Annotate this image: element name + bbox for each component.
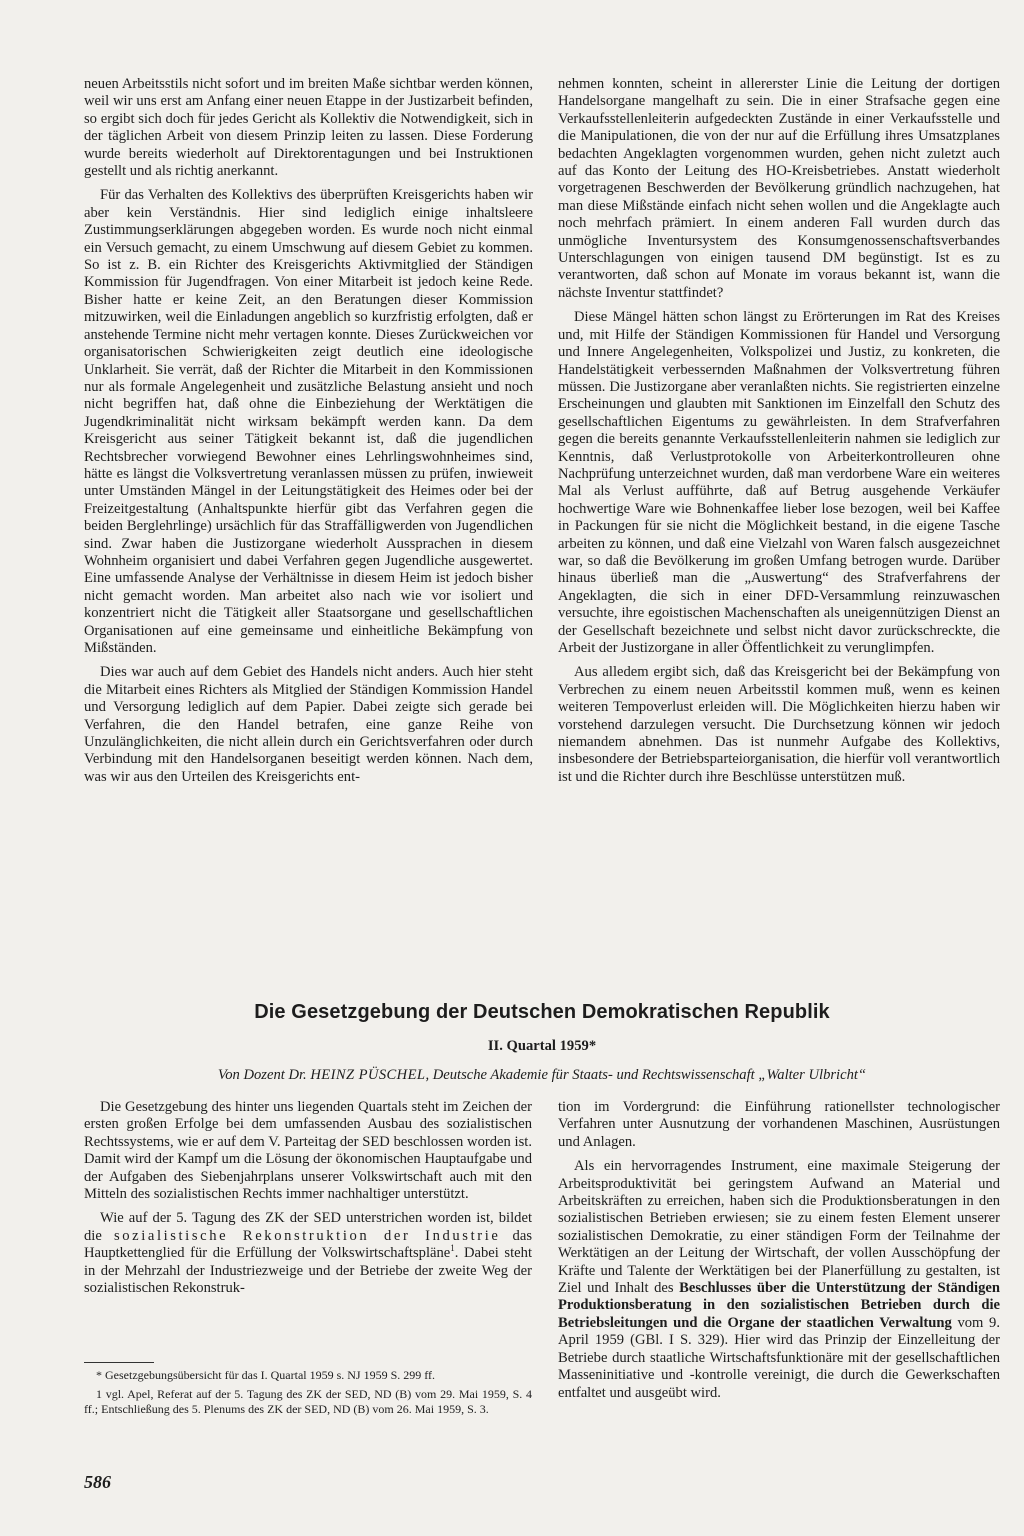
paragraph: neuen Arbeitsstils nicht sofort und im breiten Maße sichtbar werden können, weil wir uns erst am Anfang einer neuen Etappe in der Justizarbeit befinden, so ergibt sich doch für jedes Gericht als Kollektiv die Notwendigkeit, sich in der täglichen Arbeit von diesem Prinzip leiten zu lassen. Diese Forderung wurde bereits wiederholt auf Direktorentagungen und bei Instruktionen gestellt und als richtig anerkannt. [84,76,533,180]
top-left-column [84,76,533,793]
bold-resolution-title: Beschlusses über die Unterstützung der Ständigen Produktionsberatung in den sozialistischen Betrieben durch die Betriebsleitungen und die Organe der staatlichen Verwaltung [558,1280,1000,1331]
paragraph: Aus alledem ergibt sich, daß das Kreisgericht bei der Bekämpfung von Verbrechen zu einem neuen Arbeitsstil kommen muß, wenn es keinen weiteren Tempoverlust erleiden will. Die Möglichkeiten hierzu haben wir vorstehend darzulegen versucht. Die Durchsetzung können wir jedoch niemandem abnehmen. Das ist nunmehr Aufgabe des Kollektivs, insbesondere der Betriebsparteiorganisation, die hierfür voll verantwortlich ist und die Richter durch ihre Beschlüsse unterstützen muß. [558,664,1000,785]
text-run: das Hauptkettenglied für die Erfüllung der Volkswirtschaftspläne [84,1227,532,1262]
text-run: vom 9. April 1959 (GBl. I S. 329). Hier wird das Prinzip der Einzelleitung der Betriebe durch staatliche Wirtschaftsfunktionäre mit der gesellschaftlichen Masseninitiative und -kontrolle vereinigt, die durch die Gewerkschaften entfaltet und ausgeübt wird. [558,1314,1000,1401]
top-right-column [558,76,1000,793]
author-name: HEINZ PÜSCHEL [310,1067,426,1083]
footnote-ref: 1 [450,1243,455,1254]
footnote: * Gesetzgebungsübersicht für das I. Quartal 1959 s. NJ 1959 S. 299 ff. [96,1368,436,1382]
byline-prefix: Von Dozent Dr. [217,1067,311,1083]
page-number: 586 [84,1472,111,1492]
footnote-divider [84,1362,154,1363]
paragraph: nehmen konnten, scheint in allererster Linie die Leitung der dortigen Handelsorgane mangelhaft zu sein. Die in einer Strafsache gegen eine Verkaufsstellenleiterin aufgedeckten Zustände in einer Verkaufsstelle und die Manipulationen, die von der nur auf die Erfüllung ihres Umsatzplanes bedachten Angeklagten vorgenommen wurden, gehen nicht zuletzt auch auf das Konto der Leitung des HO-Kreisbetriebes. Anstatt wiederholt vorgetragenen Beschwerden der Bevölkerung gründlich nachzugehen, hat man diese Mißstände einfach nicht sehen wollen und die Angeklagte auch noch mehrfach prämiert. In einem anderen Fall wurden durch das unmögliche Inventursystem des Konsumgenossenschaftsverbandes Unterschlagungen von einigen tausend DM begünstigt. Ist es zu verantworten, daß schon auf Monate im voraus bekannt ist, wann die nächste Inventur stattfindet? [558,76,1000,301]
paragraph: Für das Verhalten des Kollektivs des überprüften Kreisgerichts haben wir aber kein Verständnis. Hier sind lediglich einige inhaltsleere Zustimmungserklärungen abgegeben worden. Es wurde noch nicht einmal ein Versuch gemacht, zu einem Umschwung auf diesem Gebiet zu kommen. So ist z. B. ein Richter des Kreisgerichts Aktivmitglied der Ständigen Kommission für Jugendfragen. Von einer Mitarbeit ist jedoch keine Rede. Bisher hatte er keine Zeit, an den Beratungen dieser Kommission mitzuwirken, weil die Einladungen angeblich so kurzfristig erfolgten, daß er anstehende Termine nicht mehr vertagen konnte. Dieses Zurückweichen vor organisatorischen Schwierigkeiten zeigt deutlich eine ideologische Unklarheit. Sie verrät, daß der Richter die Mitarbeit in den Kommissionen nur als formale Angelegenheit und zusätzliche Belastung ansieht und noch nicht begriffen hat, daß ohne die Einbeziehung der Werktätigen die Jugendkriminalität nicht wirksam bekämpft werden kann. Da dem Kreisgericht aus seiner Tätigkeit bekannt ist, daß die jugendlichen Rechtsbrecher vorwiegend Bewohner eines Lehrlingswohnheimes sind, hätte es längst die Volksvertretung veranlassen müssen zu prüfen, inwieweit unter Umständen Mängel in der Leitungstätigkeit des Heimes oder bei der Freizeitgestaltung (Anhaltspunkte hierfür gibt das Verfahren gegen die beiden Berglehrlinge) ursächlich für das Straffälligwerden von Jugendlichen sind. Zwar haben die Justizorgane wiederholt Aussprachen in diesem Wohnheim organisiert und dabei Verfahren gegen Jugendliche ausgewertet. Eine umfassende Analyse der Verhältnisse in diesem Heim ist jedoch bisher nicht gemacht worden. Man arbeitet also nach wie vor isoliert und konzentriert nicht die Tätigkeit aller Staatsorgane und gesellschaftlichen Organisationen auf eine gemeinsame und einheitliche Bekämpfung von Mißständen. [84,187,533,656]
text-run: Als ein hervorragendes Instrument, eine maximale Steigerung der Arbeitsproduktivität bei geringstem Aufwand an Material und Arbeitskräften zu erreichen, haben sich die Produktionsberatungen in den sozialistischen Betrieben erwiesen; sie zu einem festen Element unserer sozialistischen Demokratie, zu einer ständigen Form der Teilnahme der Werktätigen an der Leitung der Wirtschaft, der vollen Ausschöpfung der Kräfte und Talente der Werktätigen bei der Planerfüllung zu gestalten, ist Ziel und Inhalt des [558,1158,1000,1297]
paragraph: tion im Vordergrund: die Einführung rationellster technologischer Verfahren unter Ausnutzung der vorhandenen Maschinen, Ausrüstungen und Anlagen. [558,1099,1000,1150]
article-left-column [84,1099,532,1304]
paragraph: Die Gesetzgebung des hinter uns liegenden Quartals steht im Zeichen der ersten großen Erfolge bei dem umfassenden Ausbau des sozialistischen Rechtssystems, wie er auf dem V. Parteitag der SED beschlossen worden ist. Damit wird der Kampf um die Lösung der ökonomischen Hauptaufgabe und der Aufgaben des Siebenjahrplans unserer Volkswirtschaft auch mit den Mitteln des sozialistischen Rechts immer nachhaltiger unterstützt. [84,1099,532,1203]
byline-affiliation: , Deutsche Akademie für Staats- und Rechtswissenschaft „Walter Ulbricht“ [425,1067,867,1083]
footnotes [84,1368,532,1421]
article-subtitle: II. Quartal 1959* [487,1038,597,1054]
footnote: 1 vgl. Apel, Referat auf der 5. Tagung des ZK der SED, ND (B) vom 29. Mai 1959, S. 4 ff.; Entschließung des 5. Plenums des ZK der SED, ND (B) vom 26. Mai 1959, S. 3. [84,1387,532,1416]
text-run: Wie auf der 5. Tagung des ZK der SED unterstrichen worden ist, bildet die [84,1210,532,1244]
article-title: Die Gesetzgebung der Deutschen Demokratischen Republik [254,1001,830,1023]
spaced-emphasis: sozialistische Rekonstruktion der Industrie [113,1227,501,1244]
paragraph: Diese Mängel hätten schon längst zu Erörterungen im Rat des Kreises und, mit Hilfe der Ständigen Kommissionen für Handel und Versorgung und Innere Angelegenheiten, Volkspolizei und Justiz, zu konkreten, die Handelstätigkeit verbessernden Maßnahmen der Volksvertretung führen müssen. Die Justizorgane aber veranlaßten nichts. Sie registrierten einzelne Erscheinungen und glaubten mit Sanktionen im Einzelfall den Schutz des gesellschaftlichen Eigentums zu gewährleisten. In dem Strafverfahren gegen die bereits genannte Verkaufsstellenleiterin nahmen sie lediglich zur Kenntnis, daß Verlustprotokolle von Arbeiterkontrolleuren ohne Nachprüfung unterzeichnet wurden, daß man verdorbene Ware ein weiteres Mal als Verlust aufführte, daß auf Betrug ausgehende Verkäufer hochwertige Ware wie Bohnenkaffee lieber lose bezogen, weil bei Kaffee in Packungen für sie nicht die Möglichkeit bestand, in die eigene Tasche arbeiten zu können, und daß eine Vielzahl von Waren falsch ausgezeichnet war, so daß die Bevölkerung im großen Umfang betrogen wurde. Darüber hinaus überließ man die „Auswertung“ des Strafverfahrens der Angeklagten, die sich in einer DFD-Versammlung reinzuwaschen versuchte, ihre egoistischen Machenschaften als uneigennützigen Dienst an der Gesellschaft bezeichnete und selbst nicht davor zurückschreckte, die Arbeit der Justizorgane in aller Öffentlichkeit zu verunglimpfen. [558,309,1000,656]
text-run: . Dabei steht in der Mehrzahl der Industriezweige und der Betriebe der zweite Weg der sozialistischen Rekonstruk- [84,1245,532,1297]
paragraph [558,1158,1000,1402]
paragraph: Dies war auch auf dem Gebiet des Handels nicht anders. Auch hier steht die Mitarbeit eines Richters als Mitglied der Ständigen Kommission Handel und Versorgung lediglich auf dem Papier. Dabei zeigte sich gerade bei Verfahren, die den Handel betrafen, eine ganze Reihe von Unzulänglichkeiten, die nicht allein durch ein Gerichtsverfahren oder durch Verbindung mit den Handelsorganen beseitigt werden können. Nach dem, was wir aus den Urteilen des Kreisgerichts ent- [84,664,533,785]
article-right-column [558,1099,1000,1409]
article-byline [84,1067,1000,1084]
paragraph [84,1210,532,1297]
